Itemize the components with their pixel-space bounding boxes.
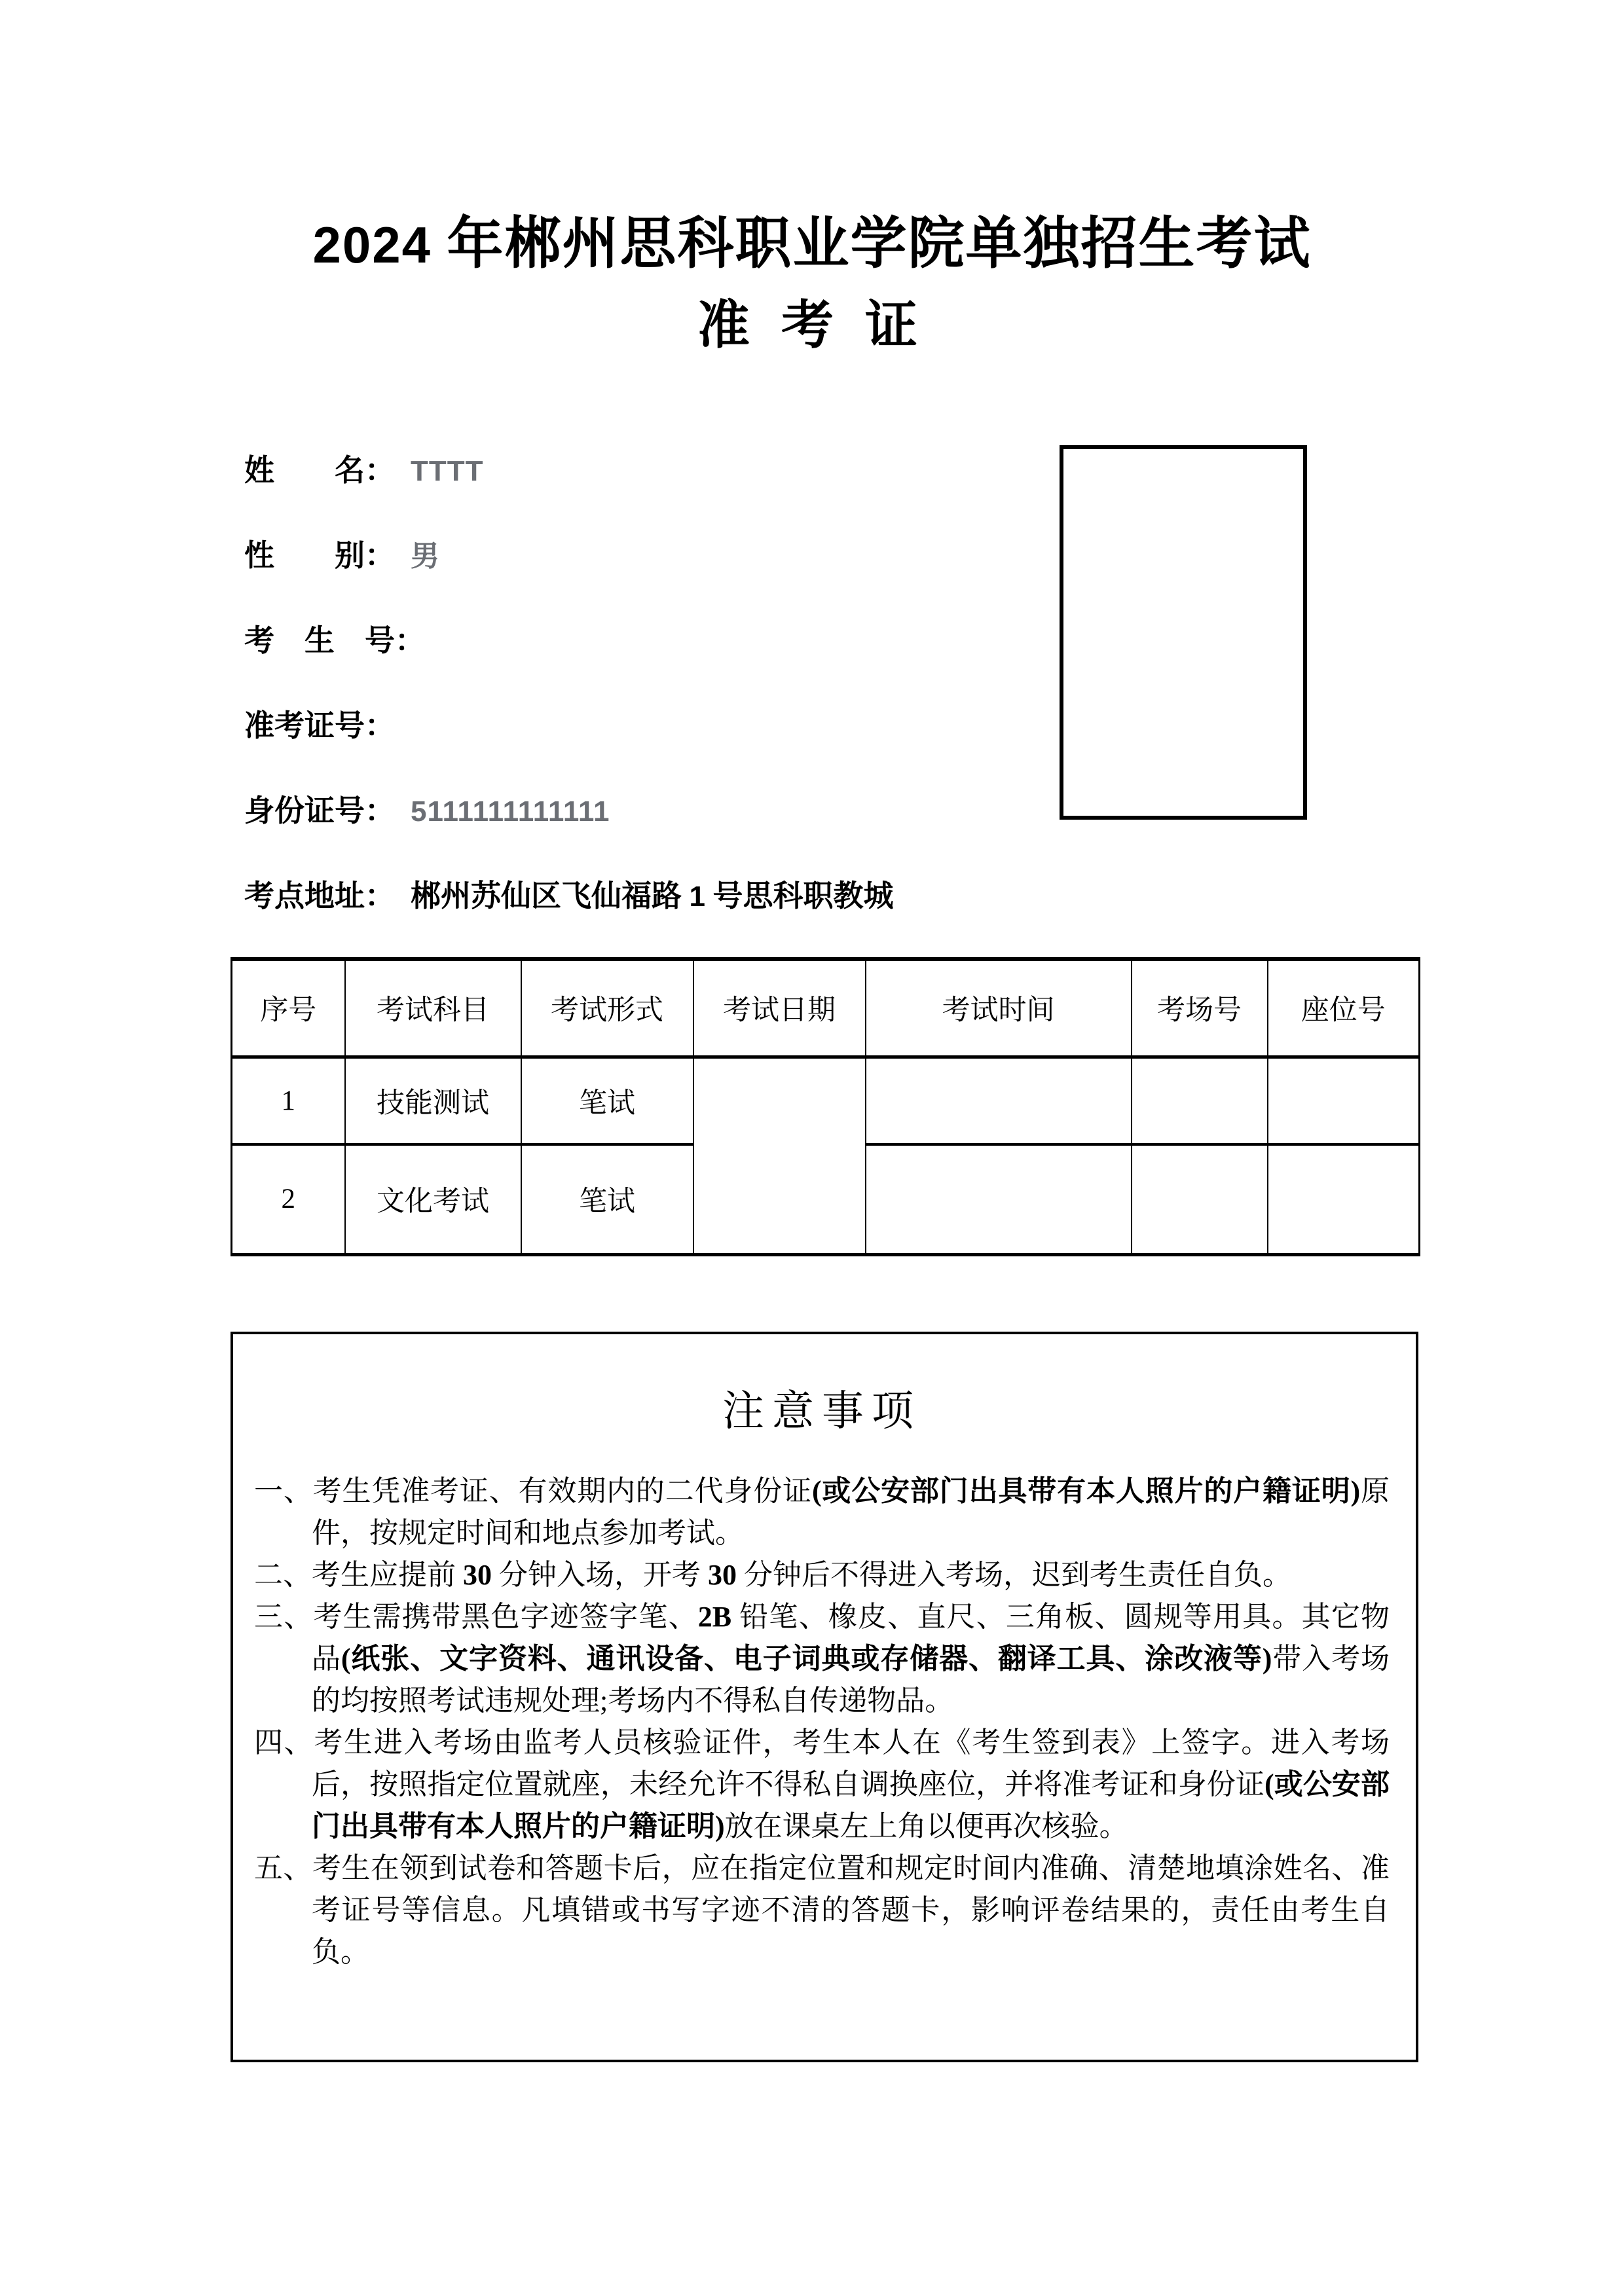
cell-seat-2 <box>1268 1144 1420 1254</box>
notice-item-1 <box>254 1470 1390 1554</box>
field-row-ticket-number <box>244 702 893 787</box>
table-row <box>232 1057 1420 1144</box>
header-time: 考试时间 <box>866 959 1132 1057</box>
cell-subject-2: 文化考试 <box>345 1144 521 1254</box>
id-number-label: 身份证号： <box>244 794 395 828</box>
notice-item-1-marker: 一、 <box>254 1475 313 1507</box>
header-room: 考场号 <box>1132 959 1268 1057</box>
field-row-name <box>244 446 893 532</box>
notice-box <box>231 1332 1418 2062</box>
cell-form-1: 笔试 <box>521 1057 693 1144</box>
cell-seq-2: 2 <box>232 1144 345 1254</box>
notice-item-5-marker: 五、 <box>254 1852 312 1884</box>
notice-item-5 <box>254 1848 1390 1973</box>
notice-item-4-marker: 四、 <box>254 1726 314 1758</box>
title-text: 年郴州思科职业学院单独招生考试 <box>432 212 1312 275</box>
notice-item-2-marker: 二、 <box>254 1559 312 1591</box>
id-number-value: 5111111111111 <box>411 795 610 828</box>
table-header-row <box>232 959 1420 1057</box>
field-row-gender <box>244 532 893 617</box>
name-value: TTTT <box>411 455 484 487</box>
title-year: 2024 <box>312 216 432 274</box>
cell-room-2 <box>1132 1144 1268 1254</box>
page-title-line1 <box>0 198 1624 279</box>
notice-item-4-text: 考生进入考场由监考人员核验证件，考生本人在《考生签到表》上签字。进入考场后，按照指定位置就座，未经允许不得私自调换座位，并将准考证和身份证(或公安部门出具带有本人照片的户籍证明)放在课桌左上角以便再次核验。 <box>312 1726 1390 1842</box>
notice-item-3-text: 考生需携带黑色字迹签字笔、2B 铅笔、橡皮、直尺、三角板、圆规等用具。其它物品(纸张、文字资料、通讯设备、电子词典或存储器、翻译工具、涂改液等)带入考场的均按照考试违规处理;考场内不得私自传递物品。 <box>312 1601 1390 1717</box>
cell-seat-1 <box>1268 1057 1420 1144</box>
notice-title: 注意事项 <box>722 1388 921 1434</box>
photo-box <box>1060 445 1307 820</box>
page-title-line2: 准 考 证 <box>697 297 927 355</box>
exam-site-address-label: 考点地址： <box>244 879 395 913</box>
cell-subject-1: 技能测试 <box>345 1057 521 1144</box>
notice-item-3 <box>254 1596 1390 1722</box>
header-form: 考试形式 <box>521 959 693 1057</box>
gender-label: 性 别： <box>244 539 395 572</box>
field-row-exam-site-address <box>244 872 893 957</box>
gender-value: 男 <box>411 540 440 572</box>
exam-schedule-table <box>231 957 1420 1256</box>
header-seq: 序号 <box>232 959 345 1057</box>
notice-item-5-text: 考生在领到试卷和答题卡后，应在指定位置和规定时间内准确、清楚地填涂姓名、准考证号等信息。凡填错或书写字迹不清的答题卡，影响评卷结果的，责任由考生自负。 <box>312 1852 1390 1968</box>
candidate-number-label: 考 生 号： <box>244 624 425 657</box>
notice-item-2 <box>254 1554 1390 1596</box>
cell-time-2 <box>866 1144 1132 1254</box>
cell-date-merged <box>693 1057 866 1254</box>
cell-seq-1: 1 <box>232 1057 345 1144</box>
field-row-candidate-number <box>244 617 893 702</box>
cell-form-2: 笔试 <box>521 1144 693 1254</box>
cell-time-1 <box>866 1057 1132 1144</box>
candidate-info-fields <box>244 446 893 957</box>
header-subject: 考试科目 <box>345 959 521 1057</box>
notice-item-2-text: 考生应提前 30 分钟入场，开考 30 分钟后不得进入考场，迟到考生责任自负。 <box>312 1559 1291 1591</box>
name-label: 姓 名： <box>244 454 395 487</box>
notice-item-3-marker: 三、 <box>254 1601 314 1633</box>
cell-room-1 <box>1132 1057 1268 1144</box>
header-seat: 座位号 <box>1268 959 1420 1057</box>
field-row-id-number <box>244 787 893 872</box>
ticket-number-label: 准考证号： <box>244 709 395 742</box>
exam-site-address-value: 郴州苏仙区飞仙福路 1 号思科职教城 <box>411 879 894 913</box>
notice-item-4 <box>254 1722 1390 1848</box>
notice-item-1-text: 考生凭准考证、有效期内的二代身份证(或公安部门出具带有本人照片的户籍证明)原件，按规定时间和地点参加考试。 <box>312 1475 1390 1549</box>
header-date: 考试日期 <box>693 959 866 1057</box>
